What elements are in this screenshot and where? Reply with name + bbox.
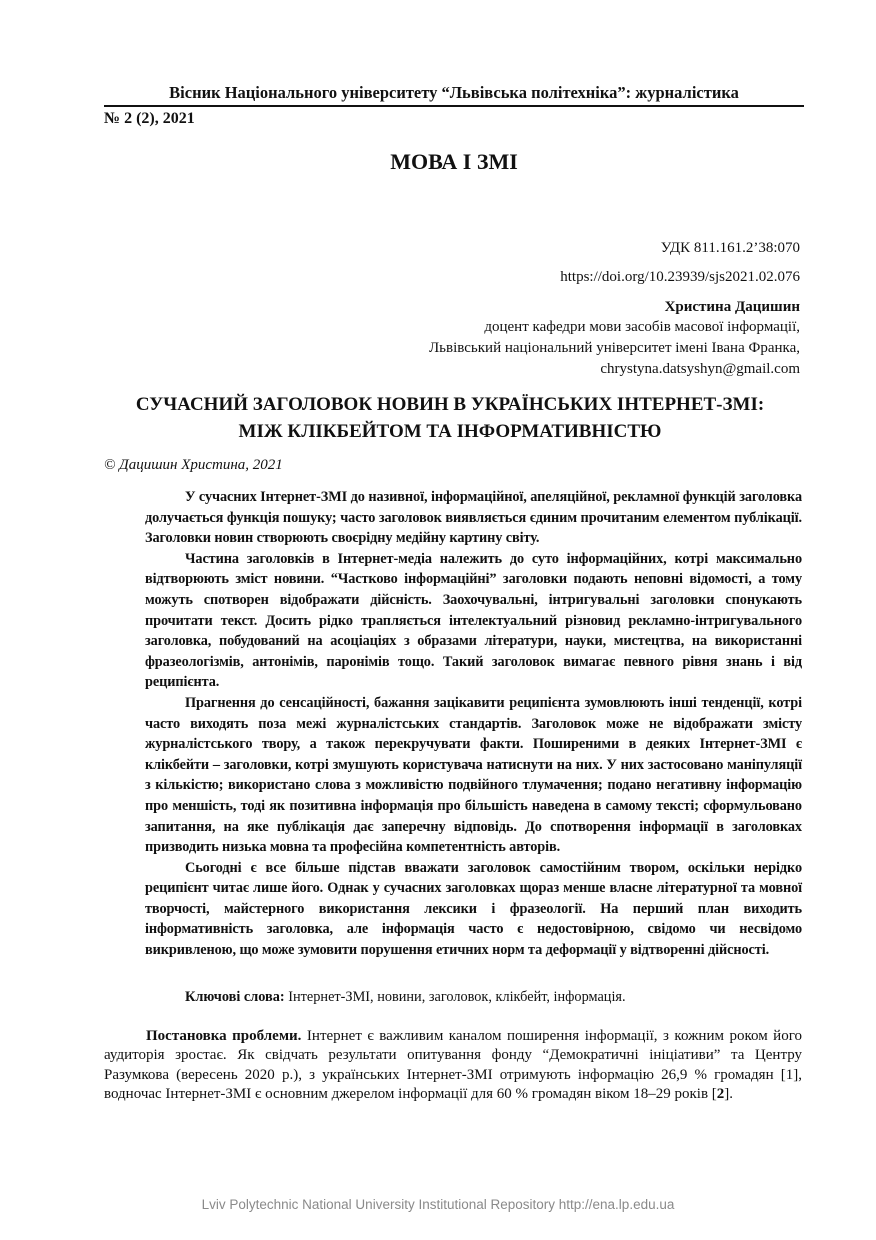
article-title-line-2: МІЖ КЛІКБЕЙТОМ ТА ІНФОРМАТИВНІСТЮ	[238, 421, 662, 442]
udk-code: УДК 811.161.2’38:070	[660, 240, 800, 256]
abstract	[145, 487, 802, 961]
body-paragraph-tail: ].	[724, 1085, 734, 1102]
affiliation-university: Львівський національний університет імені Івана Франка,	[429, 340, 800, 356]
header-rule	[104, 105, 804, 107]
section-title: МОВА І ЗМІ	[390, 149, 518, 174]
abstract-paragraph: Частина заголовків в Інтернет-медіа належить до суто інформаційних, котрі максимально відтворюють зміст новини. “Частково інформаційні” заголовки подають неповні відомості, а тому можуть спотворен відображати дійсність. Заохочувальні, інтригувальні заголовки спонукають прочитати текст. Досить рідко трапляється інтелектуальний різновид рекламно-інтригувального заголовка, побудований на асоціаціях з образами літератури, науки, мистецтва, на використанні фразеологізмів, антонімів, паронімів тощо. Такий заголовок вимагає певного рівня знань і від реципієнта.	[145, 550, 802, 691]
copyright-notice: © Дацишин Христина, 2021	[104, 457, 283, 473]
repository-footer: Lviv Polytechnic National University Institutional Repository http://ena.lp.edu.ua	[201, 1197, 675, 1212]
problem-statement-heading: Постановка проблеми.	[146, 1028, 302, 1044]
issue-number: № 2 (2), 2021	[104, 110, 195, 127]
abstract-paragraph: Прагнення до сенсаційності, бажання зацікавити реципієнта зумовлюють інші тенденції, котрі часто виходять поза межі журналістських стандартів. Заголовок може не відображати змісту журналістського твору, а також перекручувати факти. Поширеними в деяких Інтернет-ЗМІ є клікбейти – заголовки, котрі змушують користувача натиснути на них. У них застосовано маніпуляції з кількістю; використано слова з можливістю подвійного тлумачення; подано негативну інформацію про меншість, тоді як позитивна інформація про більшість наведена в самому тексті; сформульовано запитання, на яке публікація дає заперечну відповідь. До спотворення інформації в заголовках призводить низька мовна та професійна компетентність авторів.	[145, 694, 802, 856]
body-paragraph-text: Інтернет є важливим каналом поширення інформації, з кожним роком його аудиторія зростає. Як свідчать результати опитування фонду “Демократичні ініціативи” та Центру Разумкова (вересень 2020 р.), з українських Інтернет-ЗМІ отримують інформацію 26,9 % громадян [1], водночас Інтернет-ЗМІ є основним джерелом інформації для 60 % громадян віком 18–29 років [	[104, 1028, 802, 1102]
article-title-line-1: СУЧАСНИЙ ЗАГОЛОВОК НОВИН В УКРАЇНСЬКИХ ІНТЕРНЕТ-ЗМІ:	[135, 394, 765, 415]
doi-link[interactable]: https://doi.org/10.23939/sjs2021.02.076	[560, 269, 800, 285]
author-affiliation	[429, 317, 800, 380]
abstract-paragraph: Сьогодні є все більше підстав вважати заголовок самостійним твором, оскільки нерідко реципієнт читає лише його. Однак у сучасних заголовках щораз менше власне літературної та мовної творчості, майстерного використання лексики і фразеології. На перший план виходить інформативність заголовка, але інформація часто є недостовірною, свідомо чи несвідомо викривленою, що може зумовити порушення етичних норм та деформації у відтворенні дійсності.	[145, 859, 802, 959]
article-title	[90, 391, 810, 445]
reference-link[interactable]: 2	[716, 1085, 725, 1102]
journal-title: Вісник Національного університету “Львівська політехніка”: журналістика	[169, 83, 739, 102]
keywords	[145, 987, 802, 1007]
body-paragraph	[104, 1027, 802, 1104]
keywords-list: Інтернет-ЗМІ, новини, заголовок, клікбейт, інформація.	[284, 989, 626, 1005]
author-name: Христина Дацишин	[664, 299, 800, 315]
affiliation-position: доцент кафедри мови засобів масової інформації,	[484, 319, 800, 335]
author-email[interactable]: chrystyna.datsyshyn@gmail.com	[600, 361, 800, 377]
body-text	[104, 1027, 802, 1104]
abstract-paragraph: У сучасних Інтернет-ЗМІ до називної, інформаційної, апеляційної, рекламної функцій заголовка долучається функція пошуку; часто заголовок виявляється єдиним прочитаним елементом публікації. Заголовки новин створюють своєрідну медійну картину світу.	[145, 489, 802, 547]
keywords-label: Ключові слова:	[185, 989, 285, 1005]
